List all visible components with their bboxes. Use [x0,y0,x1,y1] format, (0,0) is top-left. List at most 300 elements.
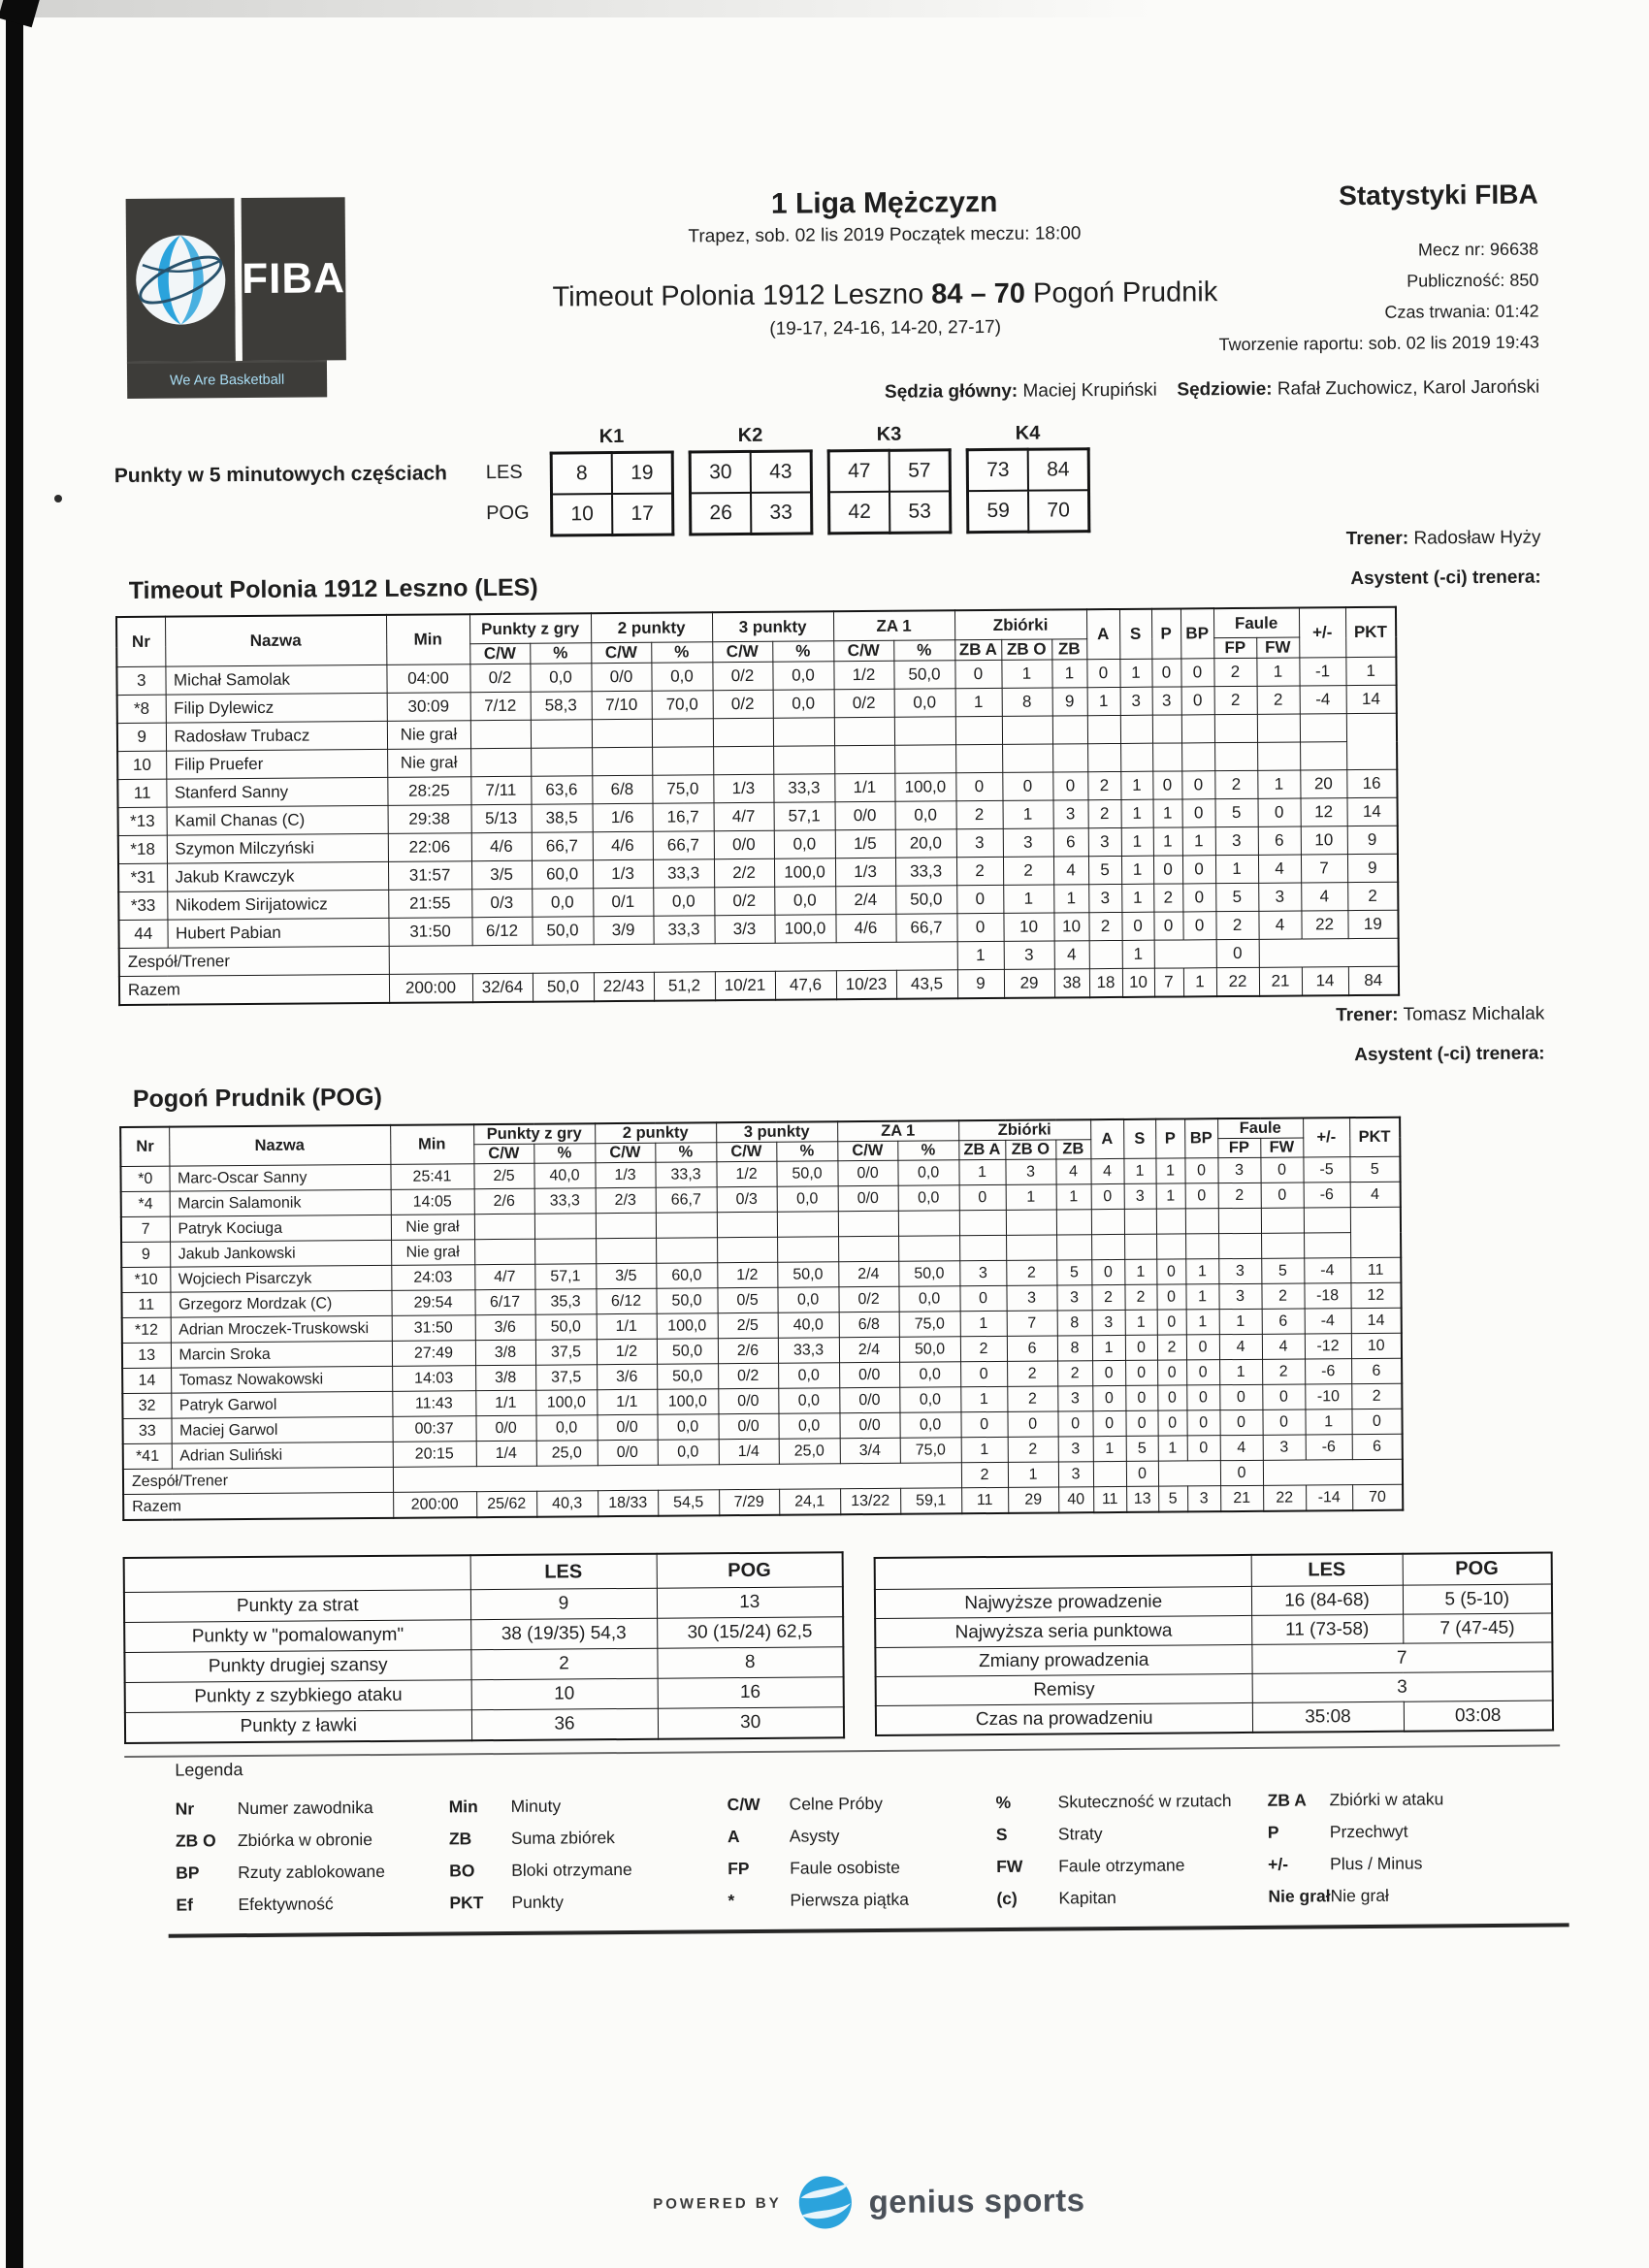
col-header-reb: Zbiórki [958,1119,1090,1141]
legend-item [449,1790,632,1823]
legend-column [995,1785,1232,1915]
stat-cell: 4/6 [835,914,895,942]
stat-cell [894,717,955,745]
stat-cell: 10 [1351,1333,1402,1358]
legend-item [1267,1783,1443,1816]
subcol-header-pct: % [651,642,712,663]
stat-cell: 22 [1301,911,1347,939]
stat-cell: 18 [1089,968,1122,997]
legend-abbr: ZB A [1267,1790,1307,1810]
quarter-score-box [827,448,953,535]
stat-cell [474,1214,534,1239]
legend-abbr: +/- [1268,1854,1289,1874]
stat-cell [1006,1235,1056,1260]
player-name: Maciej Garwol [171,1416,392,1443]
stat-cell [1052,716,1087,744]
stat-cell: 100,0 [774,915,835,943]
stat-cell [1056,1210,1091,1235]
subcol-header-zbo: ZB O [1005,1140,1055,1159]
quarter-score-cell: 8 [551,453,612,495]
player-name: Stanferd Sanny [166,777,387,807]
stat-cell: 75,0 [900,1438,961,1463]
match-meta-line: Publiczność: 850 [1406,270,1539,291]
stat-cell [1300,742,1346,770]
stat-cell: 0,0 [657,1414,718,1440]
legend-desc: Rzuty zablokowane [238,1861,385,1883]
stat-cell: 7/11 [470,776,531,804]
stat-cell: 0 [956,913,1003,941]
stat-cell: 3 [1258,883,1301,911]
subcol-header-zbo: ZB O [1001,639,1051,660]
stat-cell: 14 [1351,1308,1402,1333]
stat-cell: 38,5 [532,804,593,832]
summary-col-les: LES [1251,1554,1403,1587]
legend-item [996,1881,1232,1915]
stat-cell [474,1239,534,1264]
legend-column [1267,1783,1444,1912]
legend-item [728,1852,909,1885]
stat-cell: 11 [117,779,166,807]
stat-cell: 1 [1008,1462,1058,1487]
stat-cell: 59,1 [900,1488,961,1514]
summary-corner-cell [124,1555,470,1592]
stat-cell: 0,0 [777,1186,838,1212]
stat-cell: 0/0 [840,1412,900,1438]
legend-desc: Skuteczność w rzutach [1057,1791,1232,1812]
stat-cell: 27:49 [392,1341,475,1367]
stat-cell: 70,0 [652,691,713,719]
stat-cell: 11 [961,1487,1008,1513]
stat-cell: 1 [1120,771,1152,799]
stat-cell [1091,1234,1124,1259]
coach-label: Trener: [1336,1004,1399,1026]
genius-sports-wordmark: genius sports [868,2182,1085,2220]
stat-cell: 22/43 [594,972,654,1001]
legend-abbr: * [728,1891,735,1911]
stat-cell: 0 [961,1411,1008,1437]
stat-cell [652,719,713,747]
stat-cell [955,744,1002,772]
stat-cell: 50,0 [776,1161,837,1186]
stat-cell: 0 [1086,659,1119,687]
stat-cell [656,1213,717,1238]
stat-cell: 1/4 [476,1441,536,1466]
stat-cell: 14 [1346,685,1397,713]
stat-cell: 2 [1214,770,1257,798]
stat-cell: 14 [1347,797,1398,826]
stat-cell: 100,0 [894,773,955,801]
match-meta-line: Czas trwania: 01:42 [1384,301,1539,322]
col-header-pm: +/- [1299,607,1345,658]
player-name: Hubert Pabian [167,918,388,948]
stat-cell: 2 [1124,1284,1156,1310]
coach-label: Trener: [1345,528,1409,550]
legend-abbr: ZB O [175,1831,216,1851]
stat-cell: 40 [1058,1487,1093,1513]
stat-cell: 1/6 [593,803,653,831]
quarter-score-cell: 17 [612,494,673,535]
stat-cell: 1 [961,1437,1008,1462]
stat-cell: 5/13 [471,804,532,832]
stat-cell [1218,1233,1261,1258]
subcol-header-cw: C/W [595,1143,655,1162]
col-header-p2: 2 punkty [595,1122,716,1143]
stat-cell: -18 [1304,1283,1350,1309]
player-name: Michał Samolak [165,664,386,695]
stat-cell: 1 [1215,855,1258,883]
summary-value: 7 [1251,1642,1552,1673]
col-header-pm: +/- [1303,1118,1349,1157]
stat-cell: Zespół/Trener [123,1467,393,1494]
legend-item [176,1856,385,1890]
stat-cell [596,1238,656,1263]
stat-cell: 33 [122,1418,171,1443]
stat-cell: 4 [1053,857,1088,885]
col-header-nr: Nr [116,617,165,667]
stat-cell [773,718,834,746]
col-header-a: A [1086,609,1119,660]
stat-cell: 4 [1258,855,1301,883]
stat-cell: 1 [1155,1158,1184,1183]
stat-cell [773,746,834,774]
stat-cell: 0 [1151,659,1180,687]
stat-cell: 7 [1007,1311,1057,1336]
stat-cell: 3 [1058,1462,1093,1487]
stat-cell: 11 [1093,1486,1126,1512]
summary-row [876,1701,1553,1735]
legend-abbr: % [995,1792,1012,1812]
quarter-score-cell: 30 [690,451,751,493]
stat-cell: 50,0 [657,1364,718,1389]
stat-cell: 84 [1348,966,1399,995]
stat-cell: 2 [1347,882,1398,910]
stat-cell [1261,1208,1304,1233]
stat-cell [959,1210,1006,1235]
col-header-fg: Punkty z gry [473,1123,595,1144]
stat-cell: 51,2 [654,972,715,1001]
assistant-line-les: Asystent (-ci) trenera: [1350,567,1541,590]
stat-cell: 29:38 [388,805,471,834]
stat-cell: 0 [1153,912,1182,940]
stat-cell: 10/23 [836,970,896,999]
stat-cell: 0 [1125,1385,1157,1410]
quarter-score-cell: 57 [889,450,951,492]
stat-cell [1152,743,1181,771]
stat-cell: 0 [1261,1183,1304,1208]
stat-cell: 22 [1263,1485,1306,1511]
stat-cell: 2 [1091,1284,1124,1310]
team-section-title-les: Timeout Polonia 1912 Leszno (LES) [128,573,538,604]
stat-cell: 0 [1158,1410,1187,1436]
stat-cell [1002,744,1052,772]
quarter-results-line: (19-17, 24-16, 14-20, 27-17) [769,316,1002,340]
stat-cell: 14:05 [391,1189,474,1215]
stat-cell: 50,0 [777,1262,838,1287]
stat-cell [1214,714,1257,742]
stat-cell: 2/4 [835,886,895,914]
stat-cell: 0 [1185,1183,1218,1209]
quarter-score-cell: 47 [828,450,889,492]
stat-cell: 60,0 [656,1263,717,1288]
col-header-fouls: Faule [1217,1118,1303,1138]
stat-cell: 0,0 [777,1287,838,1312]
stat-cell: 50,0 [898,1261,959,1286]
player-name: Adrian Mroczek-Truskowski [171,1315,392,1343]
stat-cell: 21 [1259,967,1302,996]
subcol-header-pct: % [655,1143,716,1162]
stat-cell [534,1214,596,1239]
stat-cell: 0,0 [651,663,712,691]
stat-cell: 7 [1154,968,1183,997]
stat-cell: -5 [1303,1157,1349,1183]
summary-value: 13 [657,1587,843,1619]
quarter-score-boxes [549,422,1090,536]
stat-cell: 50,0 [533,973,594,1002]
stat-cell [898,1211,959,1236]
head-referee-name: Maciej Krupiński [1022,379,1157,402]
stat-cell: 3 [1152,687,1181,715]
stat-cell [652,747,713,775]
stat-cell: 0 [1152,771,1181,799]
coach-line-pog [978,1004,1544,1030]
legend-desc: Punkty [511,1892,564,1912]
stat-cell: 5 [1088,856,1121,884]
stat-cell: 6 [1053,828,1088,857]
stat-cell: 9 [121,1242,170,1267]
stat-cell: 2 [1003,857,1053,885]
stat-cell: 0,0 [778,1363,839,1388]
quarter-score-cell: 59 [968,491,1029,533]
stat-cell: 0 [1156,1284,1185,1310]
stat-cell [1124,1234,1156,1259]
stat-cell: 0,0 [535,1415,597,1441]
stat-cell: 3/4 [840,1438,900,1463]
stat-cell [470,748,531,776]
col-header-ft: ZA 1 [833,610,954,640]
stat-cell: 1/1 [597,1389,657,1414]
period-label: K1 [598,425,625,448]
stat-cell: 1 [1119,659,1151,687]
stat-cell: *31 [118,863,167,891]
stat-cell [1261,1233,1304,1258]
stat-cell: 2/4 [839,1337,899,1362]
summary-value: 38 (19/35) 54,3 [470,1618,657,1650]
summary-value: 30 [658,1707,844,1739]
quarter-group [688,424,813,535]
stat-cell: 0,0 [772,662,833,690]
stat-cell: 4/6 [593,831,653,859]
stat-cell: Nie grał [387,749,470,778]
stat-cell: 0,0 [532,889,593,917]
stat-cell: 20,0 [895,829,956,858]
stat-cell: 21:55 [388,890,471,919]
stat-cell: 1 [1153,799,1182,827]
stat-cell [1087,715,1120,743]
period-label: K4 [1015,422,1041,444]
legend-item [995,1785,1231,1819]
stat-cell: 1 [1056,1184,1091,1210]
stat-cell: 0,0 [774,887,835,915]
stat-cell [717,1212,777,1237]
stat-cell: 3 [1218,1283,1261,1309]
legend-abbr: C/W [727,1794,760,1815]
subcol-header-zba: ZB A [954,639,1001,660]
stat-cell: 3 [1092,1310,1125,1335]
col-header-nr: Nr [120,1127,169,1167]
stat-cell: Zespół/Trener [119,946,389,976]
stat-cell: 3 [1120,687,1152,715]
stat-cell: 1/2 [717,1262,777,1287]
legend-item [1268,1815,1444,1848]
summary-value: 2 [470,1648,657,1680]
player-name: Radosław Trubacz [166,721,387,751]
subcol-header-cw: C/W [716,1142,776,1161]
stat-cell: 13/22 [840,1488,900,1514]
player-name: Nikodem Sirijatowicz [167,890,388,920]
subcol-header-zb: ZB [1055,1140,1090,1159]
stat-cell: 40,3 [536,1491,598,1517]
stat-cell: 1 [1125,1310,1157,1335]
stat-cell: 54,5 [658,1490,719,1516]
stat-cell: 2 [1257,686,1300,714]
stat-cell: 66,7 [653,831,714,859]
stat-cell: 2 [1218,1183,1261,1208]
stat-cell: 3 [1005,1159,1055,1184]
summary-value: 36 [471,1708,658,1740]
stat-cell: 40,0 [534,1163,595,1188]
stat-cell [656,1238,717,1263]
summary-value: 7 (47-45) [1403,1613,1552,1643]
stat-cell: 0 [1216,939,1259,967]
stat-cell: 3 [1003,828,1053,857]
stat-cell: 2 [1157,1335,1186,1360]
legend-top-rule [124,1744,1560,1758]
stat-cell: 50,0 [656,1288,717,1313]
summary-value: 16 (84-68) [1251,1585,1403,1615]
stat-cell [1304,1233,1350,1258]
quarter-score-cell: 73 [967,449,1028,491]
stat-cell: 8 [1057,1311,1092,1336]
period-label: K2 [737,424,763,447]
stat-cell: 6 [1262,1309,1305,1334]
stat-cell: 18/33 [598,1490,658,1516]
stat-cell: 3/5 [471,860,532,889]
stat-cell [894,745,955,773]
col-header-p3: 3 punkty [716,1121,837,1142]
stat-cell: 12 [1301,798,1347,826]
stat-cell: 0 [1125,1360,1157,1385]
stat-cell: 16 [1346,769,1397,797]
stat-cell: 4 [1054,941,1089,969]
league-title: 1 Liga Mężczyzn [770,185,998,220]
stat-cell: 25,0 [779,1439,840,1464]
legend-abbr: P [1267,1822,1279,1842]
stat-cell [1300,714,1346,742]
stat-cell: 22:06 [388,833,471,862]
stat-cell: 0 [1187,1410,1220,1436]
scan-top-shadow [0,0,1649,17]
stat-cell: 5 [1215,883,1258,911]
stat-cell: *0 [120,1166,169,1191]
referees-label: Sędziowie: [1177,378,1273,401]
stat-cell: 6/17 [474,1289,534,1314]
legend-item [996,1817,1232,1851]
stat-cell: 0 [1263,1409,1306,1435]
col-header-ft: ZA 1 [837,1120,958,1141]
stat-cell: 0 [1092,1385,1125,1410]
stat-cell: 6/12 [471,917,532,945]
stat-cell [1152,715,1181,743]
match-meta-line: Tworzenie raportu: sob. 02 lis 2019 19:43 [1218,332,1539,355]
quarter-score-box [689,449,814,535]
stat-cell: 0 [1262,1384,1305,1409]
col-header-s: S [1123,1119,1155,1159]
stat-cell: 30:09 [387,693,470,722]
stat-cell: 0 [1058,1411,1093,1437]
quarter-score-cell: 42 [829,492,890,534]
legend-desc: Minuty [510,1796,562,1816]
legend-abbr: Ef [176,1895,194,1915]
stat-cell: 1 [1158,1436,1187,1461]
stat-cell: 2 [1261,1283,1304,1309]
stat-cell: 0/2 [834,689,894,717]
stat-cell: 50,0 [532,917,593,945]
stat-cell: 31:57 [388,861,471,891]
stat-cell: 0 [955,772,1002,800]
legend-column [176,1792,386,1922]
stat-cell: 75,0 [899,1312,960,1337]
stat-cell: 10 [1053,913,1088,941]
stat-cell: *33 [118,891,167,920]
stat-cell: 10/21 [715,971,775,1000]
stat-cell: 0 [1126,1410,1158,1436]
stat-cell [1120,743,1152,771]
legend-item [449,1886,632,1919]
stat-cell [389,942,957,975]
legend-item [728,1884,909,1917]
matchup-line [371,275,1399,315]
stat-cell [1257,742,1300,770]
home-team-name: Timeout Polonia 1912 Leszno [552,278,924,313]
stat-cell: 2 [1007,1386,1057,1411]
stat-cell: 3 [1218,1258,1261,1283]
stat-cell: 58,3 [531,692,592,720]
stat-cell: 7 [121,1216,170,1242]
stat-cell: 3/8 [475,1340,535,1365]
stat-cell: 44 [118,920,167,948]
stat-cell [1091,1209,1124,1234]
col-header-bp: BP [1180,608,1213,659]
stat-cell: 0 [1093,1410,1126,1436]
stat-cell: 1 [1182,827,1215,856]
stat-cell: 3 [956,828,1003,857]
stat-cell: 3 [1056,1285,1091,1311]
stat-cell: 4 [1258,911,1301,939]
legend-item [728,1820,909,1853]
stat-cell: 1 [1121,827,1153,856]
legend-item [1268,1847,1444,1880]
final-score: 84 – 70 [931,277,1026,310]
stat-cell: 0/0 [718,1388,778,1413]
stat-cell: 50,0 [895,886,956,914]
stat-cell: 0 [1180,659,1213,687]
stat-cell: 1 [1121,799,1153,827]
legend-item [176,1792,385,1826]
stat-cell: 1 [1156,1183,1185,1209]
coach-name: Tomasz Michalak [1403,1003,1545,1025]
stat-cell: 0/0 [475,1415,535,1441]
stat-cell: 2 [1153,884,1182,912]
